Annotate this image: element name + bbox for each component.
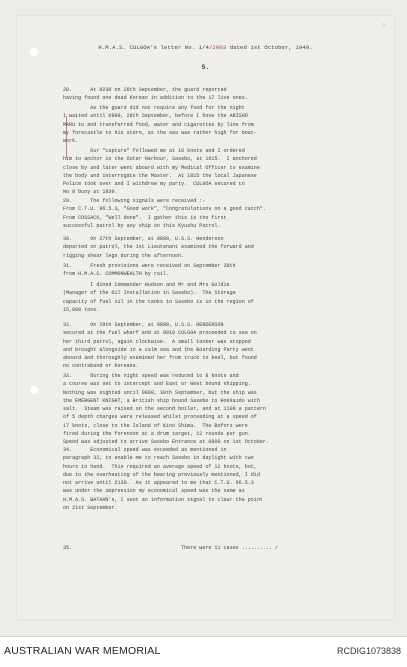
paragraph-line: I waited until 0800, 28th September, before I hove the ARISHO <box>63 113 248 120</box>
paragraph-line: 28. At 0230 on 28th September, the guard reported <box>63 87 227 93</box>
paragraph-line: 30. On 27th September, at 0800, U.S.S. Henderson <box>63 236 224 242</box>
paragraph-line: rigging shear legs during the afternoon. <box>63 252 185 259</box>
paragraph <box>63 86 393 103</box>
footer-bar <box>0 636 407 667</box>
paragraph-line: the EMERGENT KNIGHT, a British ship bound Sasebo to Hokkaido with <box>63 397 260 404</box>
paragraph-line: of 5 depth charges were released whilst proceeding at a speed of <box>63 414 257 421</box>
paragraph <box>63 446 393 512</box>
paragraph-line: fired during the forenoon at a drum target, 12 rounds per gun. <box>63 431 251 438</box>
paragraph <box>63 235 393 260</box>
paragraph-line: her third patrol, again clockwise. A small tanker was stopped <box>63 338 251 345</box>
paragraph <box>63 321 393 371</box>
paragraph-line: a course was set to intercept and East or West bound shipping. <box>63 381 251 388</box>
paragraph-line: 33. During the night speed was reduced to 8 knots and <box>63 373 239 379</box>
header-prefix: H.M.A.S. CULGOA's letter No. 1/4/ <box>98 44 213 51</box>
paragraph-line: no contraband or Koreans. <box>63 363 139 370</box>
paragraph-line: Police took over and I withdrew my party. CULGOA secured to <box>63 181 245 188</box>
paragraph-line: departed on patrol, the 1st Lieutenant examined the forward and <box>63 244 254 251</box>
paragraph-line: Our "capture" followed me at 10 knots and I ordered <box>63 148 245 154</box>
paragraph <box>63 372 393 447</box>
paragraph <box>63 147 393 197</box>
paragraph <box>63 262 393 279</box>
paragraph-line: aboard and thoroughly examined her from truck to keel, but found <box>63 355 257 362</box>
paragraph-line: on 21st September. <box>63 505 118 512</box>
paragraph <box>63 197 393 230</box>
paragraph-line: From COSSACK, "Well done". I gather this is the first <box>63 214 227 221</box>
paragraph-line: (Manager of the Oil Installation in Sasebo). The Storage <box>63 290 236 297</box>
paragraph-line: MARU to and transferred food, water and cigarettes by line from <box>63 121 254 128</box>
paragraph-line: hours in hand. This required an average speed of 12 knots, but, <box>63 463 257 470</box>
paragraph-line: work. <box>63 138 79 145</box>
paragraph <box>63 281 393 314</box>
paragraph-line: From C.T.U. 96.5.3, "Good work", "Congratulations on a good catch". <box>63 206 266 213</box>
paragraph-line: from H.M.A.S. COMMONWEALTH by rail. <box>63 271 170 278</box>
paragraph-line: was under the impression my economical speed was the same as <box>63 488 245 495</box>
paragraph-line: 17 knots, close to the Island of Kino Shima. The Bofors were <box>63 422 248 429</box>
paragraph-line: not arrive until 2130. As it appeared to me that C.T.U. 96.5.3 <box>63 480 254 487</box>
paragraph-line: capacity of fuel oil in the tanks in Sasebo is in the region of <box>63 298 254 305</box>
letter-header <box>17 44 394 51</box>
document-page <box>17 16 394 619</box>
paragraph-line: 32. On 29th September, at 0800, U.S.S. HENDERSON <box>63 322 224 328</box>
header-date: dated 1st October, 1949. <box>226 44 313 51</box>
paragraph-line: 34. Economical speed was exceeded as mentioned in <box>63 447 227 453</box>
paragraph-line: him to anchor in the Outer Harbour, Sasebo, at 1615. I anchored <box>63 156 257 163</box>
punch-hole <box>29 385 39 395</box>
paragraph-line: No 8 buoy at 1830. <box>63 189 118 196</box>
paragraph-line: 29. The following signals were received :- <box>63 198 206 204</box>
footer-institution: AUSTRALIAN WAR MEMORIAL <box>4 645 161 657</box>
footer-record-id: RCDIG1073838 <box>336 646 401 656</box>
paragraph-line: I dined Commander Hudson and Mr and Mrs Goldie <box>63 282 230 288</box>
paragraph-line: close by and later went aboard with my Medical Officer to examine <box>63 164 260 171</box>
corner-mark: ○ <box>381 22 386 30</box>
paragraph-line: paragraph 32, to enable me to reach Sasebo in daylight with two <box>63 455 254 462</box>
paragraph-line: Speed was adjusted to arrive Sasebo Entrance at 0800 on 1st October. <box>63 439 269 446</box>
paragraph-line: having found one dead Korean in addition to the 17 live ones. <box>63 95 248 102</box>
paragraph-line: H.M.A.S. BATAAN's, I sent an information signal to clear the point <box>63 496 263 503</box>
paragraph <box>63 104 393 145</box>
paragraph-line: the body and interrogate the Master. At 1815 the local Japanese <box>63 172 257 179</box>
paragraph-line: 31. Fresh provisions were received on September 28th <box>63 263 236 269</box>
paragraph-line: due to the overheating of the bearing previously mentioned, I did <box>63 471 260 478</box>
paragraph-line: Nothing was sighted until 0800, 30th September, but the ship was <box>63 389 257 396</box>
paragraph-line: successful patrol by any ship on this Kyushu Patrol. <box>63 222 221 229</box>
paragraph-line: my forecastle to his stern, as the sea was rather high for boat- <box>63 129 257 136</box>
paragraph-line: salt. Steam was raised on the second boiler, and at 1100 a pattern <box>63 406 266 413</box>
paragraph-line: secured at the fuel wharf and at 0910 CULGOA proceeded to sea on <box>63 330 257 337</box>
paragraph-line: 35. There were 11 cases .......... / <box>63 545 279 551</box>
paragraph-line: and brought alongside in a calm sea and the Boarding Party went <box>63 346 254 353</box>
paragraph-line: 15,000 tons. <box>63 306 100 313</box>
header-reference: 2003 <box>212 44 227 51</box>
paragraph <box>63 544 393 552</box>
page-number: 5. <box>201 64 210 71</box>
paragraph-line: As the guard did not require any food for the night <box>63 105 245 111</box>
